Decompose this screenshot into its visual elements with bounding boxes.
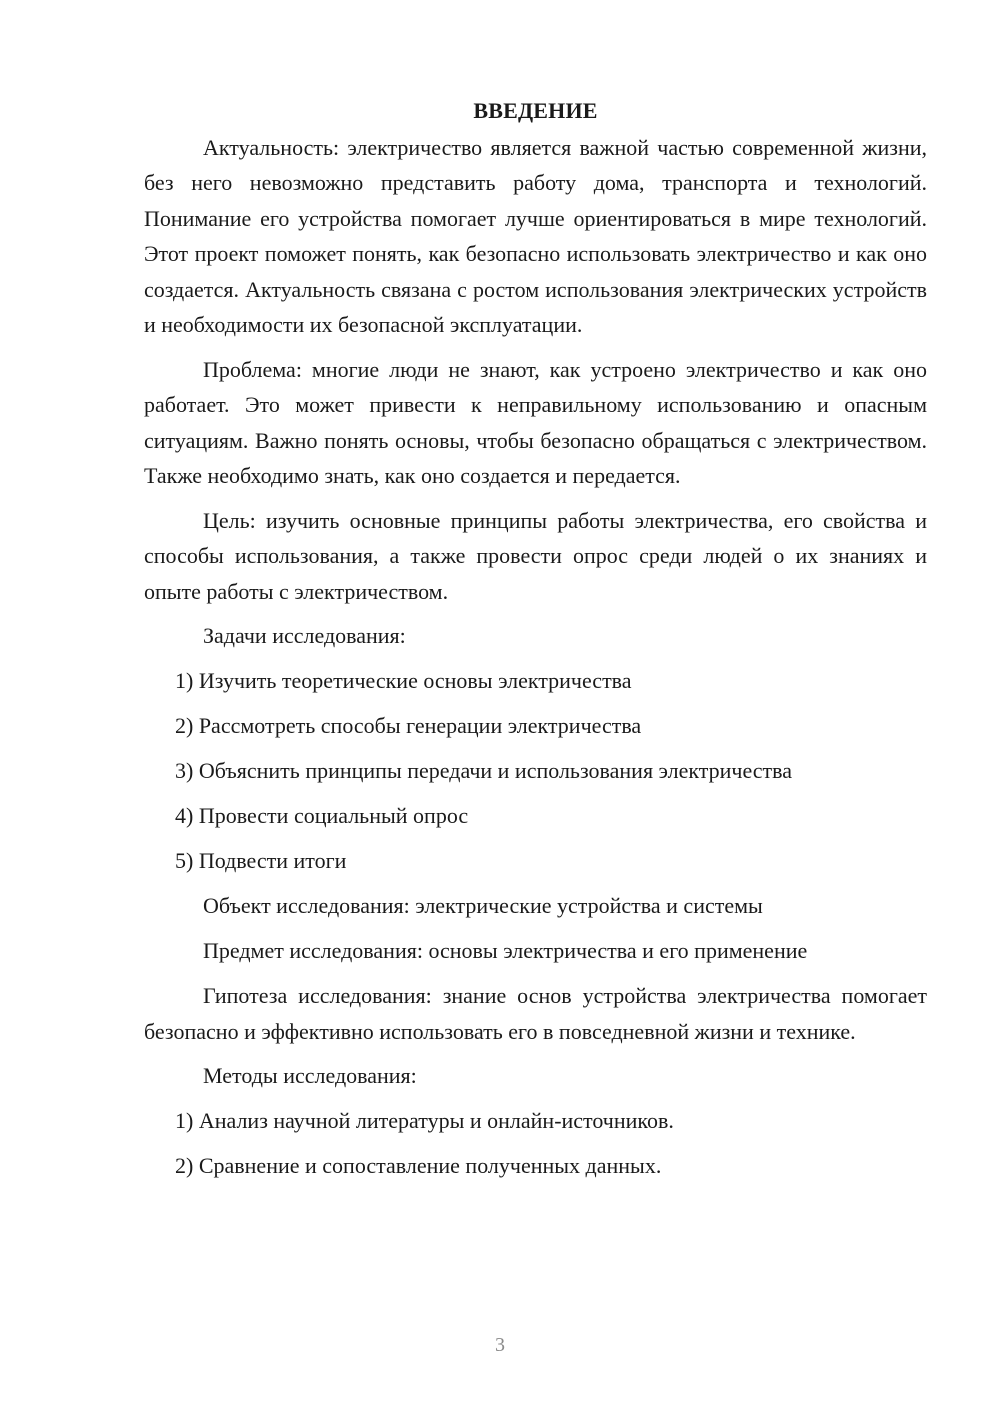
paragraph-problem: Проблема: многие люди не знают, как устроено электричество и как оно работает. Это может привести к неправильному использованию и опасным ситуациям. Важно понять основы, чтобы безопасно обращаться с электричеством. Также необходимо знать, как оно создается и передается. [144,356,927,488]
task-item: 5) Подвести итоги [175,848,347,873]
tasks-label: Задачи исследования: [203,623,406,648]
paragraph-relevance: Актуальность: электричество является важной частью современной жизни, без него невозможно представить работу дома, транспорта и технологий. Понимание его устройства помогает лучше ориентироваться в мире технологий. Этот проект поможет понять, как безопасно использовать электричество и как оно создается. Актуальность связана с ростом использования электрических устройств и необходимости их безопасной эксплуатации. [144,134,927,337]
page-number: 3 [495,1334,505,1356]
task-item: 2) Рассмотреть способы генерации электричества [175,713,642,738]
task-item: 1) Изучить теоретические основы электричества [175,668,632,693]
research-object: Объект исследования: электрические устройства и системы [203,893,763,918]
section-heading: ВВЕДЕНИЕ [473,98,598,123]
paragraph-hypothesis: Гипотеза исследования: знание основ устройства электричества помогает безопасно и эффективно использовать его в повседневной жизни и технике. [144,983,927,1044]
paragraph-goal: Цель: изучить основные принципы работы электричества, его свойства и способы использования, а также провести опрос среди людей о их знаниях и опыте работы с электричеством. [144,507,927,604]
method-item: 2) Сравнение и сопоставление полученных данных. [175,1153,662,1178]
task-item: 3) Объяснить принципы передачи и использования электричества [175,758,793,783]
task-item: 4) Провести социальный опрос [175,803,469,828]
research-subject: Предмет исследования: основы электричества и его применение [203,938,808,963]
method-item: 1) Анализ научной литературы и онлайн-источников. [175,1108,674,1133]
page-content [144,93,927,1193]
methods-label: Методы исследования: [203,1063,417,1088]
